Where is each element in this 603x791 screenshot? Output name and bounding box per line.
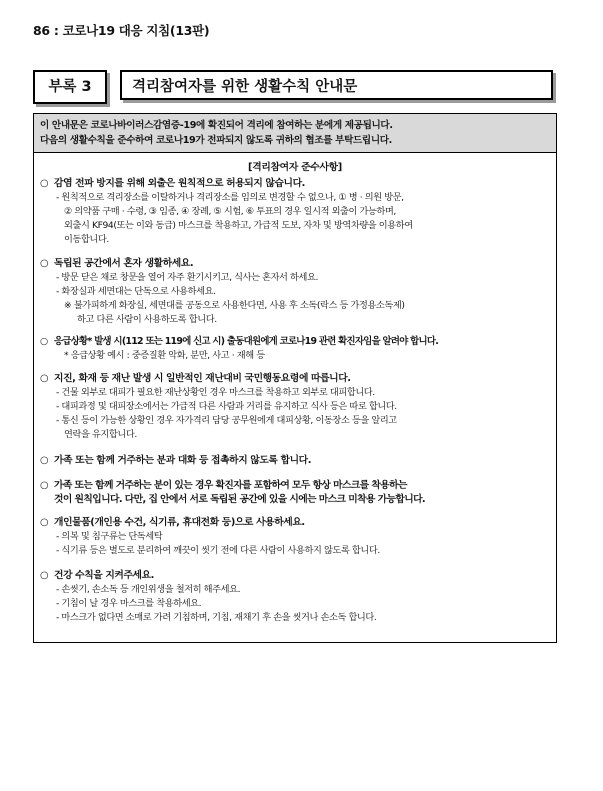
circle-bullet-icon: ○ bbox=[40, 570, 49, 581]
rule-heading: ○ 감염 전파 방지를 위해 외출은 원칙적으로 허용되지 않습니다. bbox=[40, 178, 305, 189]
rules-list bbox=[34, 177, 556, 625]
rule-section bbox=[40, 516, 550, 558]
rule-line: 이동합니다. bbox=[64, 234, 109, 245]
title-row bbox=[33, 70, 557, 104]
appendix-label: 부록 3 bbox=[33, 70, 107, 104]
rule-line: - 방문 닫은 채로 창문을 열어 자주 환기시키고, 식사는 혼자서 하세요. bbox=[56, 272, 318, 283]
rule-line: - 통신 등이 가능한 상황인 경우 자가격리 담당 공무원에게 대피상황, 이동장소 등을 알리고 bbox=[56, 415, 397, 426]
rule-line: - 건물 외부로 대피가 필요한 재난상황인 경우 마스크를 착용하고 외부로 대피합니다. bbox=[56, 387, 375, 398]
rule-heading: ○ 지진, 화재 등 재난 발생 시 일반적인 재난대비 국민행동요령에 따릅니다. bbox=[40, 373, 351, 384]
rule-section bbox=[40, 257, 550, 327]
circle-bullet-icon: ○ bbox=[40, 455, 49, 466]
document-title: 격리참여자를 위한 생활수칙 안내문 bbox=[120, 70, 553, 100]
rule-line: - 의복 및 침구류는 단독세탁 bbox=[56, 531, 163, 542]
rule-heading: ○ 가족 또는 함께 거주하는 분과 대화 등 접촉하지 않도록 합니다. bbox=[40, 455, 312, 466]
rule-heading: ○ 가족 또는 함께 거주하는 분이 있는 경우 확진자를 포함하여 모두 항상 마스크를 착용하는 bbox=[40, 480, 407, 491]
rule-line: * 응급상황 예시 : 중증질환 악화, 분만, 사고 · 재해 등 bbox=[64, 350, 265, 361]
circle-bullet-icon: ○ bbox=[40, 517, 49, 528]
rule-line: ② 의약품 구매 · 수령, ③ 임종, ④ 장례, ⑤ 시험, ⑥ 투표의 경우 일시적 외출이 가능하며, bbox=[64, 206, 396, 217]
rule-line: - 마스크가 없다면 소매로 가려 기침하며, 기침, 재채기 후 손을 씻거나 손소독 합니다. bbox=[56, 612, 377, 623]
intro-banner bbox=[34, 114, 556, 153]
circle-bullet-icon: ○ bbox=[40, 373, 49, 384]
rule-section bbox=[40, 454, 550, 468]
circle-bullet-icon: ○ bbox=[40, 258, 49, 269]
rule-line: 하고 다른 사람이 사용하도록 합니다. bbox=[77, 314, 217, 325]
guideline-box bbox=[33, 113, 557, 643]
rule-section bbox=[40, 177, 550, 247]
rule-heading-continuation: 것이 원칙입니다. 다만, 집 안에서 서로 독립된 공간에 있을 시에는 마스크 미착용 가능합니다. bbox=[54, 494, 426, 505]
intro-line: 이 안내문은 코로나바이러스감염증-19에 확진되어 격리에 참여하는 분에게 제공됩니다. bbox=[40, 120, 393, 131]
rule-line: 외출시 KF94(또는 이와 동급) 마스크를 착용하고, 가급적 도보, 자차 및 방역차량을 이용하여 bbox=[64, 220, 413, 231]
circle-bullet-icon: ○ bbox=[40, 336, 48, 347]
rule-section bbox=[40, 372, 550, 442]
rule-section bbox=[40, 569, 550, 625]
rule-heading: ○ 독립된 공간에서 혼자 생활하세요. bbox=[40, 258, 194, 269]
rule-heading: ○ 개인물품(개인용 수건, 식기류, 휴대전화 등)으로 사용하세요. bbox=[40, 517, 305, 528]
rule-section bbox=[40, 335, 550, 363]
rule-line: - 기침이 날 경우 마스크를 착용하세요. bbox=[56, 598, 202, 609]
circle-bullet-icon: ○ bbox=[40, 178, 49, 189]
rule-line: 연락을 유지합니다. bbox=[64, 429, 137, 440]
rule-line: - 손씻기, 손소독 등 개인위생을 철저히 해주세요. bbox=[56, 584, 241, 595]
page-header: 86 : 코로나19 대응 지침(13판) bbox=[33, 23, 210, 38]
rule-line: ※ 불가피하게 화장실, 세면대를 공동으로 사용한다면, 사용 후 소독(락스 등 가정용소독제) bbox=[64, 300, 405, 311]
rule-heading: ○ 건강 수칙을 지켜주세요. bbox=[40, 570, 154, 581]
rules-title: [격리참여자 준수사항] bbox=[248, 162, 342, 173]
rule-line: - 식기류 등은 별도로 분리하여 깨끗이 씻기 전에 다른 사람이 사용하지 않도록 합니다. bbox=[56, 545, 380, 556]
intro-line: 다음의 생활수칙을 준수하여 코로나19가 전파되지 않도록 귀하의 협조를 부탁드립니다. bbox=[40, 135, 392, 146]
rule-heading: ○ 응급상황* 발생 시(112 또는 119에 신고 시) 출동대원에게 코로나19 관련 확진자임을 알려야 합니다. bbox=[40, 336, 439, 347]
rule-line: - 원칙적으로 격리장소를 이탈하거나 격리장소를 임의로 변경할 수 없으나, ① 병 · 의원 방문, bbox=[56, 192, 404, 203]
circle-bullet-icon: ○ bbox=[40, 480, 48, 491]
rule-line: - 대피과정 및 대피장소에서는 가급적 다른 사람과 거리를 유지하고 식사 등은 따로 합니다. bbox=[56, 401, 397, 412]
rule-line: - 화장실과 세면대는 단독으로 사용하세요. bbox=[56, 286, 216, 297]
rule-section bbox=[40, 479, 550, 507]
